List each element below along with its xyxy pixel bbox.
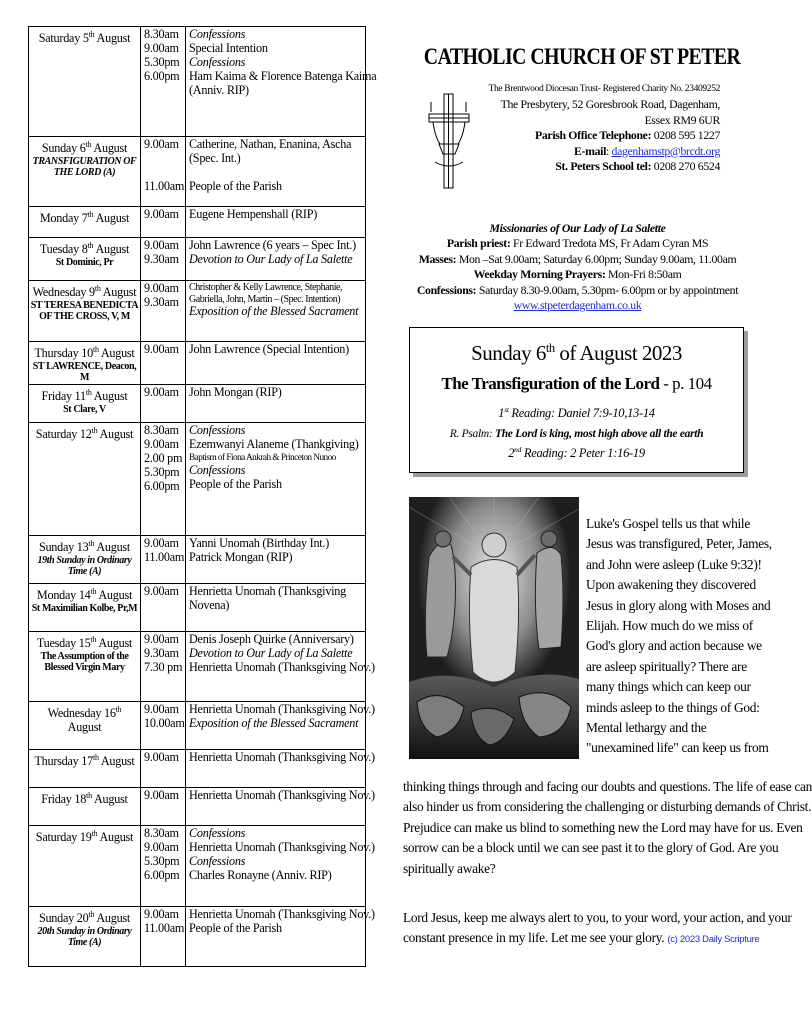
mass-intention: Denis Joseph Quirke (Anniversary): [189, 631, 354, 646]
mass-intention: Christopher & Kelly Lawrence, Stephanie,: [189, 282, 343, 293]
month-label: August: [93, 792, 128, 807]
mass-intention: Gabriella, John, Martin – (Spec. Intention): [189, 293, 341, 305]
mass-time: 5.30pm: [144, 853, 180, 868]
schedule-intentions-cell: [186, 631, 375, 701]
month-label: August: [102, 285, 137, 300]
feast-name: The Transfiguration of the Lord: [441, 374, 660, 393]
day-suffix: th: [88, 538, 95, 548]
mass-intention: Exposition of the Blessed Sacrament: [189, 304, 359, 318]
schedule-row: [29, 137, 366, 207]
month-label: August: [100, 346, 135, 361]
day-label: Friday 18: [41, 792, 87, 807]
parish-contact-info: [430, 82, 720, 174]
sunday-date-suffix: th: [545, 341, 555, 355]
morning-prayers: [405, 267, 750, 282]
month-label: August: [100, 754, 135, 769]
sunday-date-title: [410, 341, 743, 366]
second-reading-num: 2: [508, 446, 515, 461]
feast-label: 19th Sunday in Ordinary Time (A): [37, 554, 132, 578]
feast-label: ST LAWRENCE, Deacon, M: [32, 360, 137, 384]
day-suffix: th: [90, 586, 97, 596]
mass-schedule-table: [28, 26, 377, 967]
schedule-times-cell: [141, 906, 186, 966]
schedule-day-cell: [29, 787, 141, 825]
day-name: [30, 751, 139, 769]
schedule-day-cell: [29, 825, 141, 906]
reflection-line: Upon awakening they discovered: [586, 577, 756, 593]
schedule-intentions-cell: [186, 342, 366, 385]
schedule-intentions-cell: [186, 384, 366, 422]
day-label: Saturday 19: [35, 830, 92, 845]
mass-intention: [189, 166, 363, 180]
day-label: Monday 7: [39, 211, 88, 226]
mass-time: 8.30am: [144, 825, 179, 840]
month-label: August: [96, 911, 131, 926]
day-suffix: th: [91, 828, 98, 838]
prayers-label: Weekday Morning Prayers:: [473, 267, 606, 282]
schedule-intentions-cell: [186, 825, 375, 906]
month-label: August: [67, 719, 102, 734]
month-label: August: [93, 141, 128, 156]
feast-title: [410, 374, 743, 394]
mass-intention: Special Intention: [189, 40, 268, 55]
mass-intention: Ezemwanyi Alaneme (Thankgiving): [189, 436, 359, 451]
day-name: [30, 239, 139, 257]
reflection-line: Luke's Gospel tells us that while: [586, 516, 750, 531]
reflection-line: Prejudice can make us blind to something new the Lord may have for us. Even: [403, 819, 803, 835]
schedule-intentions-cell: [186, 207, 366, 238]
mass-intention: Henrietta Unomah (Thanksgiving Nov.): [189, 749, 375, 764]
schedule-day-cell: [29, 238, 141, 281]
day-label: Sunday 6: [41, 141, 86, 156]
website-link[interactable]: www.stpeterdagenham.co.uk: [513, 298, 642, 313]
month-label: August: [96, 540, 131, 555]
day-suffix: th: [88, 30, 95, 39]
schedule-row: [29, 281, 366, 342]
day-name: [30, 28, 139, 46]
day-label: Wednesday 16: [47, 706, 116, 721]
day-name: [30, 703, 139, 735]
day-label: Sunday 13: [38, 540, 89, 555]
charity-number: The Brentwood Diocesan Trust- Registered Charity No. 23409252: [488, 84, 720, 94]
mass-time: 9.00am: [144, 906, 179, 921]
day-name: [30, 789, 139, 807]
first-reading-suffix: st: [504, 405, 509, 414]
mass-time: 9.00am: [144, 238, 179, 252]
mass-time: 5.30pm: [144, 464, 180, 479]
parish-phone: [430, 128, 720, 143]
schedule-intentions-cell: [186, 422, 366, 535]
day-name: [30, 138, 139, 156]
mass-time: 9.00am: [144, 787, 179, 802]
schedule-times-cell: [141, 342, 186, 385]
reflection-line: also hinder us from considering the challenging or disturbing demands of Christ.: [403, 799, 812, 815]
schedule-day-cell: [29, 342, 141, 385]
schedule-row: [29, 825, 366, 906]
day-name: [30, 208, 139, 226]
missionaries-line: Missionaries of Our Lady of La Salette: [489, 221, 666, 235]
parish-details: [405, 221, 750, 313]
schedule-row: [29, 701, 366, 749]
schedule-row: [29, 583, 366, 631]
schedule-day-cell: [29, 701, 141, 749]
day-suffix: th: [87, 241, 94, 250]
confessions-text: Saturday 8.30-9.00am, 5.30pm- 6.00pm or by appointment: [478, 282, 739, 297]
mass-intention: John Mongan (RIP): [189, 384, 282, 399]
feast-label: TRANSFIGURATION OF THE LORD (A): [32, 155, 137, 179]
schedule-row: [29, 631, 366, 701]
schedule-times-cell: [141, 384, 186, 422]
day-name: [30, 908, 139, 926]
readings-box: [409, 327, 744, 473]
first-reading-text: Reading: Daniel 7:9-10,13-14: [508, 406, 655, 421]
schedule-day-cell: [29, 535, 141, 583]
confession-times: [405, 283, 750, 298]
school-phone: [430, 159, 720, 174]
schedule-row: [29, 384, 366, 422]
parish-phone-label: Parish Office Telephone:: [535, 128, 652, 143]
mass-intention: Henrietta Unomah (Thanksgiving Nov.): [189, 787, 375, 802]
day-suffix: th: [88, 909, 95, 919]
first-reading: [410, 405, 743, 421]
month-label: August: [99, 830, 134, 845]
mass-intention: Henrietta Unomah (Thanksgiving Nov.): [189, 839, 375, 854]
mass-time: 6.00pm: [144, 867, 180, 882]
month-label: August: [95, 242, 130, 257]
mass-intention: Charles Ronayne (Anniv. RIP): [189, 867, 332, 882]
schedule-intentions-cell: [186, 27, 377, 137]
feast-label: 20th Sunday in Ordinary Time (A): [37, 925, 132, 949]
day-label: Friday 11: [41, 389, 86, 404]
schedule-times-cell: [141, 535, 186, 583]
day-suffix: th: [94, 284, 101, 293]
schedule-times-cell: [141, 825, 186, 906]
day-name: [30, 386, 139, 404]
reflection-line: are asleep spiritually? There are: [586, 658, 747, 674]
email-label: E-mail: [574, 143, 606, 158]
mass-intention: Catherine, Nathan, Enanina, Ascha: [189, 137, 352, 151]
schedule-row: [29, 422, 366, 535]
feast-page: - p. 104: [659, 374, 712, 393]
mass-intention: Confessions: [189, 54, 246, 69]
day-suffix: th: [115, 704, 122, 714]
reflection-line: Elijah. How much do we miss of: [586, 618, 753, 634]
mass-time: 6.00pm: [144, 478, 180, 493]
schedule-times-cell: [141, 281, 186, 342]
day-suffix: th: [85, 140, 92, 149]
month-label: August: [95, 211, 130, 226]
reflection-line: God's glory and action because we: [586, 638, 762, 654]
school-phone-label: St. Peters School tel:: [555, 159, 652, 174]
day-suffix: th: [90, 634, 97, 644]
feast-label: ST TERESA BENEDICTA OF THE CROSS, V, M: [30, 299, 139, 323]
schedule-day-cell: [29, 27, 141, 137]
schedule-row: [29, 787, 366, 825]
day-label: Sunday 20: [38, 911, 89, 926]
mass-time: 9.30am: [144, 251, 179, 266]
schedule-day-cell: [29, 137, 141, 207]
feast-label: St Dominic, Pr: [55, 256, 114, 268]
church-title: CATHOLIC CHURCH OF ST PETER: [423, 44, 741, 69]
day-name: [30, 537, 139, 555]
first-reading-num: 1: [498, 406, 505, 421]
reflection-line: "unexamined life" can keep us from: [586, 740, 769, 756]
mass-intention: John Lawrence (6 years – Spec Int.): [189, 238, 356, 252]
reflection-line: many things which can keep our: [586, 679, 751, 695]
mass-time: 9.30am: [144, 645, 179, 660]
parish-priests: [405, 236, 750, 251]
schedule-row: [29, 207, 366, 238]
mass-time: 9.00am: [144, 342, 179, 356]
mass-intention: Confessions: [189, 422, 246, 437]
mass-time: 9.00am: [144, 40, 179, 55]
mass-intention: John Lawrence (Special Intention): [189, 342, 349, 356]
second-reading: [410, 445, 743, 461]
mass-time: 8.30am: [144, 27, 179, 41]
reflection-line: Jesus was transfigured, Peter, James,: [586, 536, 772, 552]
mass-intention: Novena): [189, 597, 230, 612]
mass-time: [144, 152, 183, 166]
day-name: [30, 585, 139, 603]
mass-intention: Confessions: [189, 825, 246, 840]
mass-times: [405, 252, 750, 267]
mass-intention: Devotion to Our Lady of La Salette: [189, 251, 353, 266]
day-label: Thursday 10: [34, 346, 93, 361]
transfiguration-image: [409, 497, 579, 759]
mass-time: 9.00am: [144, 583, 179, 598]
reflection-wrap-text: [586, 514, 772, 759]
sunday-date: Sunday 6: [471, 341, 546, 365]
schedule-intentions-cell: [186, 749, 375, 787]
mass-intention: Confessions: [189, 853, 246, 868]
day-suffix: th: [85, 387, 92, 397]
month-label: August: [96, 31, 131, 46]
day-suffix: th: [86, 790, 92, 800]
copyright-notice: (c) 2023 Daily Scripture: [667, 934, 760, 946]
mass-time: 5.30pm: [144, 54, 180, 69]
mass-intention: Henrietta Unomah (Thanksgiving Nov.): [189, 701, 375, 716]
day-name: [30, 424, 139, 442]
mass-intention: Henrietta Unomah (Thanksgiving Nov.): [189, 659, 375, 674]
mass-time: 9.00am: [144, 839, 179, 854]
sunday-date-rest: of August 2023: [554, 341, 682, 365]
schedule-row: [29, 535, 366, 583]
mass-time: 2.00 pm: [144, 450, 183, 465]
schedule-row: [29, 749, 366, 787]
mass-intention: (Spec. Int.): [189, 150, 241, 165]
mass-time: 9.00am: [144, 207, 179, 221]
reflection-line: thinking things through and facing our doubts and questions. The life of ease can: [403, 779, 812, 794]
schedule-intentions-cell: [186, 535, 366, 583]
schedule-row: [29, 27, 366, 137]
mass-time: 9.00am: [144, 631, 179, 646]
schedule-times-cell: [141, 583, 186, 631]
schedule-intentions-cell: [186, 906, 375, 966]
mass-intention: Henrietta Unomah (Thanksgiving Nov.): [189, 906, 375, 921]
schedule-day-cell: [29, 906, 141, 966]
day-name: [30, 633, 139, 651]
mass-intention: Baptism of Fiona Ankrah & Princeton Nunoo: [189, 452, 336, 463]
schedule-times-cell: [141, 787, 186, 825]
email-link[interactable]: dagenhamstp@brcdt.org: [611, 143, 720, 158]
schedule-day-cell: [29, 422, 141, 535]
schedule-day-cell: [29, 281, 141, 342]
schedule-row: [29, 238, 366, 281]
day-suffix: th: [92, 752, 99, 762]
psalm-label: R. Psalm:: [449, 428, 495, 440]
mass-intention: Confessions: [189, 462, 246, 477]
mass-intention: People of the Parish: [189, 178, 282, 193]
mass-time: 8.30am: [144, 422, 179, 437]
mass-time: 9.00am: [144, 749, 179, 764]
mass-intention: People of the Parish: [189, 476, 282, 491]
schedule-row: [29, 342, 366, 385]
schedule-day-cell: [29, 583, 141, 631]
reflection-line: and John were asleep (Luke 9:32)!: [586, 556, 762, 572]
mass-time: 9.00am: [144, 384, 179, 399]
mass-time: 7.30 pm: [144, 659, 183, 674]
schedule-times-cell: [141, 701, 186, 749]
mass-intention: Yanni Unomah (Birthday Int.): [189, 535, 330, 550]
mass-intention: People of the Parish: [189, 920, 282, 935]
mass-time: 6.00pm: [144, 68, 180, 83]
day-suffix: th: [91, 425, 98, 435]
reflection-line: Mental lethargy and the: [586, 720, 707, 736]
feast-label: The Assumption of the Blessed Virgin Mary: [40, 650, 129, 674]
confessions-label: Confessions:: [416, 282, 477, 297]
prayer-line-1: Lord Jesus, keep me always alert to you, to your word, your action, and your: [403, 910, 792, 925]
day-label: Tuesday 8: [39, 242, 88, 257]
month-label: August: [98, 636, 133, 651]
mass-time: 9.00am: [144, 701, 179, 716]
second-reading-text: Reading: 2 Peter 1:16-19: [521, 446, 645, 461]
day-label: Saturday 12: [35, 427, 92, 442]
day-label: Saturday 5: [38, 31, 89, 46]
school-phone-number: 0208 270 6524: [653, 159, 720, 174]
prayer-line-2-text: constant presence in my life. Let me see your glory.: [403, 930, 665, 946]
parish-email: E-mail: dagenhamstp@brcdt.org: [574, 143, 720, 158]
priest-label: Parish priest:: [446, 236, 511, 251]
schedule-intentions-cell: [186, 787, 375, 825]
reflection-line: Jesus in glory along with Moses and: [586, 597, 771, 613]
schedule-times-cell: [141, 749, 186, 787]
psalm-text: The Lord is king, most high above all the earth: [494, 428, 704, 440]
schedule-row: [29, 906, 366, 966]
mass-intention: Ham Kaima & Florence Batenga Kaima: [189, 68, 377, 83]
feast-label: St Clare, V: [63, 403, 106, 415]
second-reading-suffix: nd: [514, 445, 522, 454]
reflection-text: [403, 777, 812, 879]
reflection-line: spiritually awake?: [403, 860, 496, 876]
mass-time: 9.00am: [144, 137, 179, 151]
prayers-text: Mon-Fri 8:50am: [608, 267, 682, 282]
day-name: [30, 343, 139, 361]
schedule-intentions-cell: [186, 238, 366, 281]
schedule-intentions-cell: [186, 583, 366, 631]
mass-intention: Henrietta Unomah (Thanksgiving: [189, 583, 346, 598]
mass-time: 11.00am: [144, 920, 185, 935]
address-line-2: Essex RM9 6UR: [644, 112, 720, 127]
psalm-line: [410, 428, 743, 440]
mass-time: 11.00am: [144, 549, 185, 564]
day-label: Tuesday 15: [36, 636, 91, 651]
feast-label: St Maximilian Kolbe, Pr,M: [31, 602, 138, 614]
mass-intention: Devotion to Our Lady of La Salette: [189, 645, 353, 660]
mass-time: 9.00am: [144, 281, 179, 295]
day-name: [30, 827, 139, 845]
mass-intention: Eugene Hempenshall (RIP): [189, 207, 318, 221]
masses-text: Mon –Sat 9.00am; Saturday 6.00pm; Sunday 9.00am, 11.00am: [458, 251, 737, 266]
schedule-day-cell: [29, 631, 141, 701]
schedule-times-cell: [141, 631, 186, 701]
mass-time: 9.00am: [144, 436, 179, 451]
month-label: August: [98, 588, 133, 603]
prayer-text: [403, 908, 792, 951]
reflection-line: sorrow can be a block until we can see past it to the glory of God. Are you: [403, 840, 779, 856]
day-suffix: th: [92, 345, 99, 354]
mass-time: [144, 166, 183, 180]
schedule-times-cell: [141, 27, 186, 137]
schedule-day-cell: [29, 384, 141, 422]
masses-label: Masses:: [418, 251, 457, 266]
mass-intention: Exposition of the Blessed Sacrament: [189, 715, 359, 730]
day-suffix: th: [87, 210, 94, 219]
address-line-1: The Presbytery, 52 Goresbrook Road, Dagenham,: [500, 97, 720, 112]
schedule-times-cell: [141, 137, 186, 207]
mass-intention: (Anniv. RIP): [189, 82, 249, 97]
month-label: August: [93, 389, 128, 404]
reflection-line: minds asleep to the things of God:: [586, 699, 760, 715]
schedule-intentions-cell: [186, 137, 366, 207]
day-label: Wednesday 9: [32, 285, 95, 300]
parish-phone-number: 0208 595 1227: [653, 128, 720, 143]
schedule-day-cell: [29, 749, 141, 787]
prayer-line-2: [403, 928, 763, 950]
mass-intention: Patrick Mongan (RIP): [189, 549, 293, 564]
day-label: Thursday 17: [34, 754, 93, 769]
schedule-intentions-cell: [186, 281, 366, 342]
mass-time: 9.00am: [144, 535, 179, 550]
mass-time: 11.00am: [144, 178, 185, 193]
mass-time: 10.00am: [144, 715, 185, 730]
month-label: August: [99, 427, 134, 442]
mass-intention: Confessions: [189, 27, 246, 41]
schedule-times-cell: [141, 422, 186, 535]
day-label: Monday 14: [36, 588, 91, 603]
mass-time: 9.30am: [144, 294, 179, 309]
schedule-day-cell: [29, 207, 141, 238]
priest-names: Fr Edward Tredota MS, Fr Adam Cyran MS: [513, 236, 709, 251]
schedule-times-cell: [141, 207, 186, 238]
schedule-times-cell: [141, 238, 186, 281]
schedule-intentions-cell: [186, 701, 375, 749]
day-name: [30, 282, 139, 300]
